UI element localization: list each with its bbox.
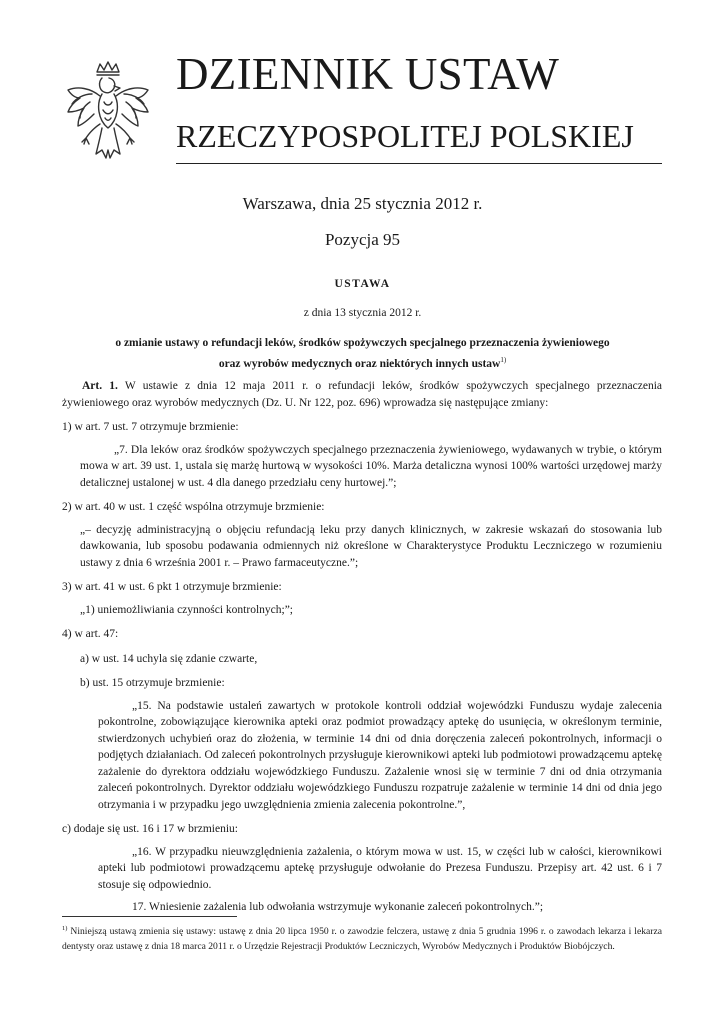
- masthead-divider: [176, 163, 662, 164]
- item-1-quote: „7. Dla leków oraz środków spożywczych specjalnego przeznaczenia żywieniowego, wydawanych w trybie, o którym mowa w art. 39 ust. 1, ustala się marżę hurtową w wysokości 10%. Marża detaliczna wynosi 100% wartości urzędowej marży detalicznej ustalonej w ust. 4 dla danego przedziału ceny hurtowej.”;: [80, 443, 662, 489]
- item-4b-quote: „15. Na podstawie ustaleń zawartych w protokole kontroli oddział wojewódzki Funduszu wydaje zalecenia pokontrolne, zobowiązujące kierownika apteki oraz podmiot prowadzący aptekę do usunięcia, w określonym terminie, stwierdzonych uchybień oraz do złożenia, w terminie 14 dni od dnia doręczenia zaleceń pokontrolnych, informacji o podjętych działaniach. Od zaleceń pokontrolnych przysługuje kierownikowi apteki lub podmiotowi prowadzącemu aptekę zażalenie do dyrektora oddziału wojewódzkiego Funduszu. Zażalenie wnosi się w terminie 7 dni od dnia otrzymania zaleceń pokontrolnych. Dyrektor oddziału wojewódzkiego Funduszu rozpatruje zażalenie w terminie 14 dni od dnia jego otrzymania i w przypadku jego uwzględnienia zmienia zalecenia pokontrolne.”,: [98, 699, 662, 811]
- article-1: [62, 378, 662, 411]
- document-title: [0, 335, 725, 373]
- position-number: Pozycja 95: [324, 230, 401, 249]
- item-3-quote: „1) uniemożliwiania czynności kontrolnych;”;: [80, 603, 294, 616]
- item-2-quote: „– decyzję administracyjną o objęciu refundacją leku przy danych klinicznych, w zakresie wskazań do stosowania lub dawkowania, lub sposobu podawania odmiennych niż określone w Charakterystyce Produktu Leczniczego w rozumieniu ustawy z dnia 6 września 2001 r. – Prawo farmaceutyczne.”;: [80, 523, 662, 569]
- item-4c: c) dodaje się ust. 16 i 17 w brzmieniu:: [62, 823, 238, 835]
- item-4b: b) ust. 15 otrzymuje brzmienie:: [80, 677, 225, 689]
- document-type: USTAWA: [334, 278, 391, 290]
- dateline: Warszawa, dnia 25 stycznia 2012 r.: [242, 194, 483, 213]
- article-label: Art. 1.: [82, 380, 118, 392]
- footnote: [62, 922, 662, 954]
- document-date: z dnia 13 stycznia 2012 r.: [303, 307, 422, 319]
- item-4: 4) w art. 47:: [62, 628, 119, 640]
- item-2: 2) w art. 40 w ust. 1 część wspólna otrzymuje brzmienie:: [62, 501, 325, 513]
- masthead-subtitle: RZECZYPOSPOLITEJ POLSKIEJ: [176, 118, 634, 154]
- masthead-title: DZIENNIK USTAW: [176, 49, 560, 99]
- item-3: 3) w art. 41 w ust. 6 pkt 1 otrzymuje brzmienie:: [62, 581, 282, 593]
- article-intro: W ustawie z dnia 12 maja 2011 r. o refundacji leków, środków spożywczych specjalnego przeznaczenia żywieniowego oraz wyrobów medycznych (Dz. U. Nr 122, poz. 696) wprowadza się następujące zmiany:: [62, 380, 662, 409]
- item-4a: a) w ust. 14 uchyla się zdanie czwarte,: [80, 652, 258, 665]
- document-body: [62, 378, 662, 916]
- document-title-line1: o zmianie ustawy o refundacji leków, środków spożywczych specjalnego przeznaczenia żywieniowego: [115, 337, 610, 349]
- title-footnote-mark[interactable]: 1): [500, 356, 507, 364]
- footnote-mark: 1): [62, 925, 68, 932]
- document-title-line2: [0, 352, 725, 373]
- document-title-line2-text: oraz wyrobów medycznych oraz niektórych innych ustaw: [218, 357, 501, 370]
- footnote-divider: [62, 916, 237, 917]
- footnote-text: Niniejszą ustawą zmienia się ustawy: ustawę z dnia 20 lipca 1950 r. o zawodzie felczera, ustawę z dnia 5 grudnia 1996 r. o zawodach lekarza i lekarza dentysty oraz ustawę z dnia 18 marca 2011 r. o Urzędzie Rejestracji Produktów Leczniczych, Wyrobów Medycznych i Produktów Biobójczych.: [62, 926, 662, 952]
- item-1: 1) w art. 7 ust. 7 otrzymuje brzmienie:: [62, 421, 239, 433]
- polish-eagle-emblem-icon: [62, 58, 154, 166]
- item-4c-quote-16: „16. W przypadku nieuwzględnienia zażalenia, o którym mowa w ust. 15, w części lub w całości, kierownikowi apteki lub podmiotowi prowadzącemu aptekę przysługuje odwołanie do Prezesa Funduszu. Przepisy art. 42 ust. 6 i 7 stosuje się odpowiednio.: [98, 845, 662, 891]
- item-4c-quote-17: 17. Wniesienie zażalenia lub odwołania wstrzymuje wykonanie zaleceń pokontrolnych.”;: [132, 901, 544, 913]
